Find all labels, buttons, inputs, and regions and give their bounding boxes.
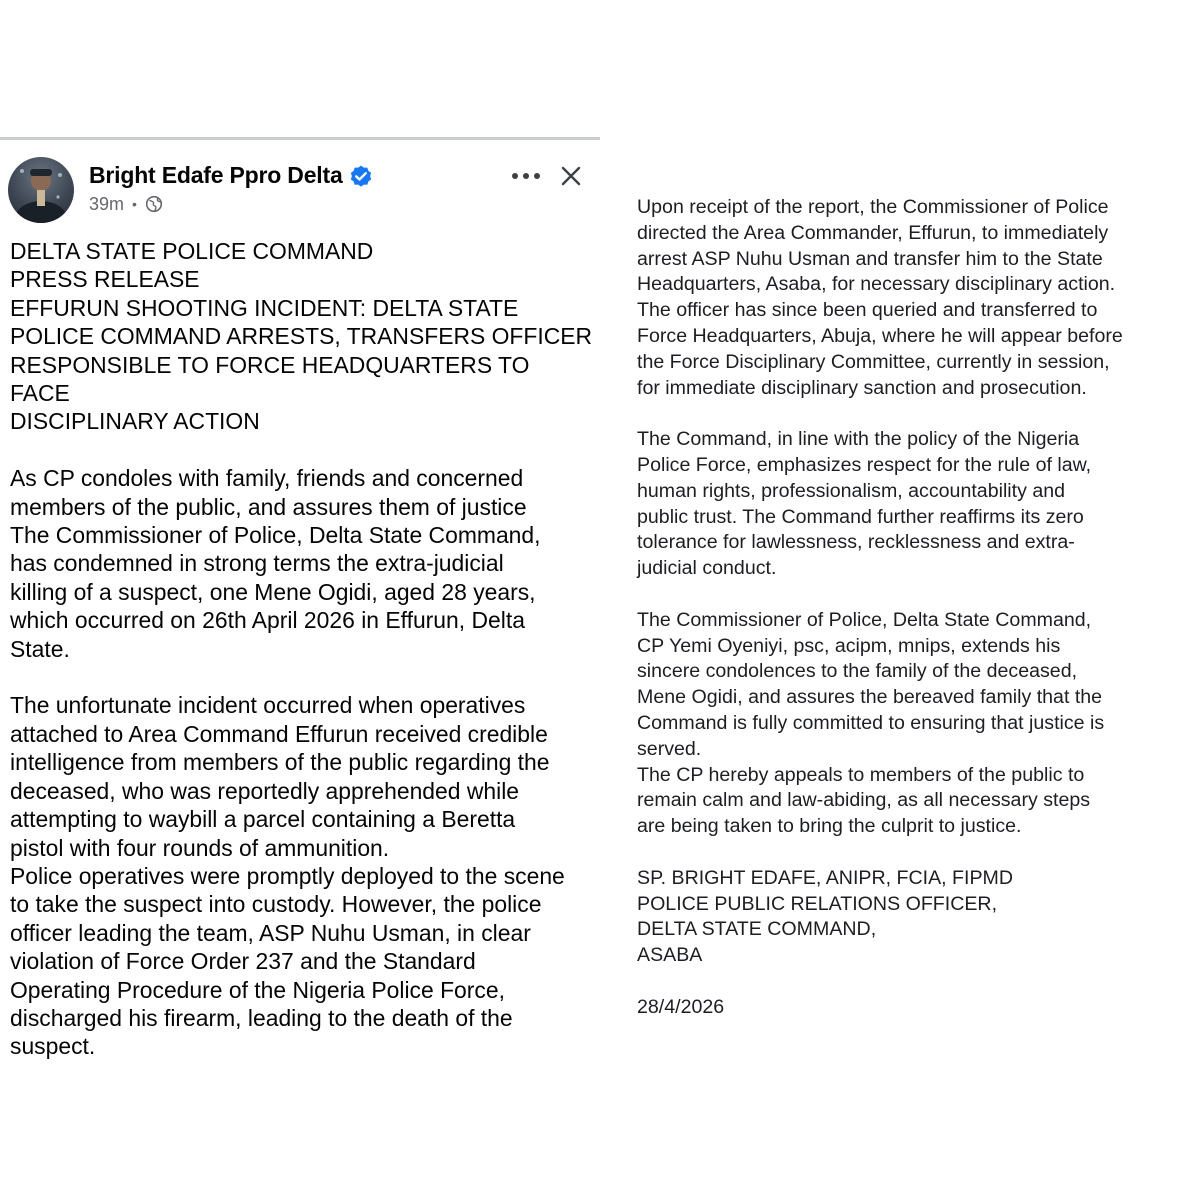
- post-body: [10, 237, 595, 1067]
- post-screenshot-panel: [0, 137, 600, 1067]
- verified-badge-icon: [348, 164, 374, 190]
- close-icon[interactable]: [559, 164, 583, 188]
- release-date: 28/4/2026: [637, 995, 725, 1018]
- author-name[interactable]: Bright Edafe Ppro Delta: [89, 162, 343, 188]
- post-timestamp[interactable]: 39m: [89, 193, 125, 214]
- avatar[interactable]: [8, 157, 74, 223]
- post-paragraph: The unfortunate incident occurred when operatives attached to Area Command Effurun received credible intelligence from members of the public regarding the deceased, who was reportedly apprehended while attempting to waybill a parcel containing a Beretta pistol with four rounds of ammunition. Police operatives were promptly deployed to the scene to take the suspect into custody. However, the police officer leading the team, ASP Nuhu Usman, in clear violation of Force Order 237 and the Standard Operating Procedure of the Nigeria Police Force, discharged his firearm, leading to the death of the suspect.: [10, 692, 565, 1060]
- globe-icon: [145, 195, 163, 213]
- avatar-image: [8, 157, 74, 223]
- continuation-paragraph: Upon receipt of the report, the Commissioner of Police directed the Area Commander, Effurun, to immediately arrest ASP Nuhu Usman and transfer him to the State Headquarters, Asaba, for necessary disciplinary action. The officer has since been queried and transferred to Force Headquarters, Abuja, where he will appear before the Force Disciplinary Committee, currently in session, for immediate disciplinary sanction and prosecution.: [637, 196, 1123, 399]
- meta-separator: •: [132, 196, 137, 212]
- more-options-icon[interactable]: [508, 163, 544, 189]
- continuation-paragraph: The Commissioner of Police, Delta State Command, CP Yemi Oyeniyi, psc, acipm, mnips, extends his sincere condolences to the family of the deceased, Mene Ogidi, and assures the bereaved family that the Command is fully committed to ensuring that justice is served. The CP hereby appeals to members of the public to remain calm and law-abiding, as all necessary steps are being taken to bring the culprit to justice.: [637, 608, 1105, 838]
- signature-block: SP. BRIGHT EDAFE, ANIPR, FCIA, FIPMD POLICE PUBLIC RELATIONS OFFICER, DELTA STATE COMMAND, ASABA: [637, 866, 1013, 967]
- post-paragraph: As CP condoles with family, friends and concerned members of the public, and assures them of justice The Commissioner of Police, Delta State Command, has condemned in strong terms the extra-judicial killing of a suspect, one Mene Ogidi, aged 28 years, which occurred on 26th April 2026 in Effurun, Delta State.: [10, 465, 541, 662]
- post-header: [0, 137, 600, 227]
- press-release-continuation: [637, 195, 1192, 1046]
- post-meta: [89, 193, 163, 215]
- continuation-paragraph: The Command, in line with the policy of the Nigeria Police Force, emphasizes respect for the rule of law, human rights, professionalism, accountability and public trust. The Command further reaffirms its zero tolerance for lawlessness, recklessness and extra- judicial conduct.: [637, 428, 1092, 580]
- post-headline: DELTA STATE POLICE COMMAND PRESS RELEASE EFFURUN SHOOTING INCIDENT: DELTA STATE POLICE COMMAND ARRESTS, TRANSFERS OFFICER RESPONSIBLE TO FORCE HEADQUARTERS TO FACE DISCIPLINARY ACTION: [10, 238, 593, 435]
